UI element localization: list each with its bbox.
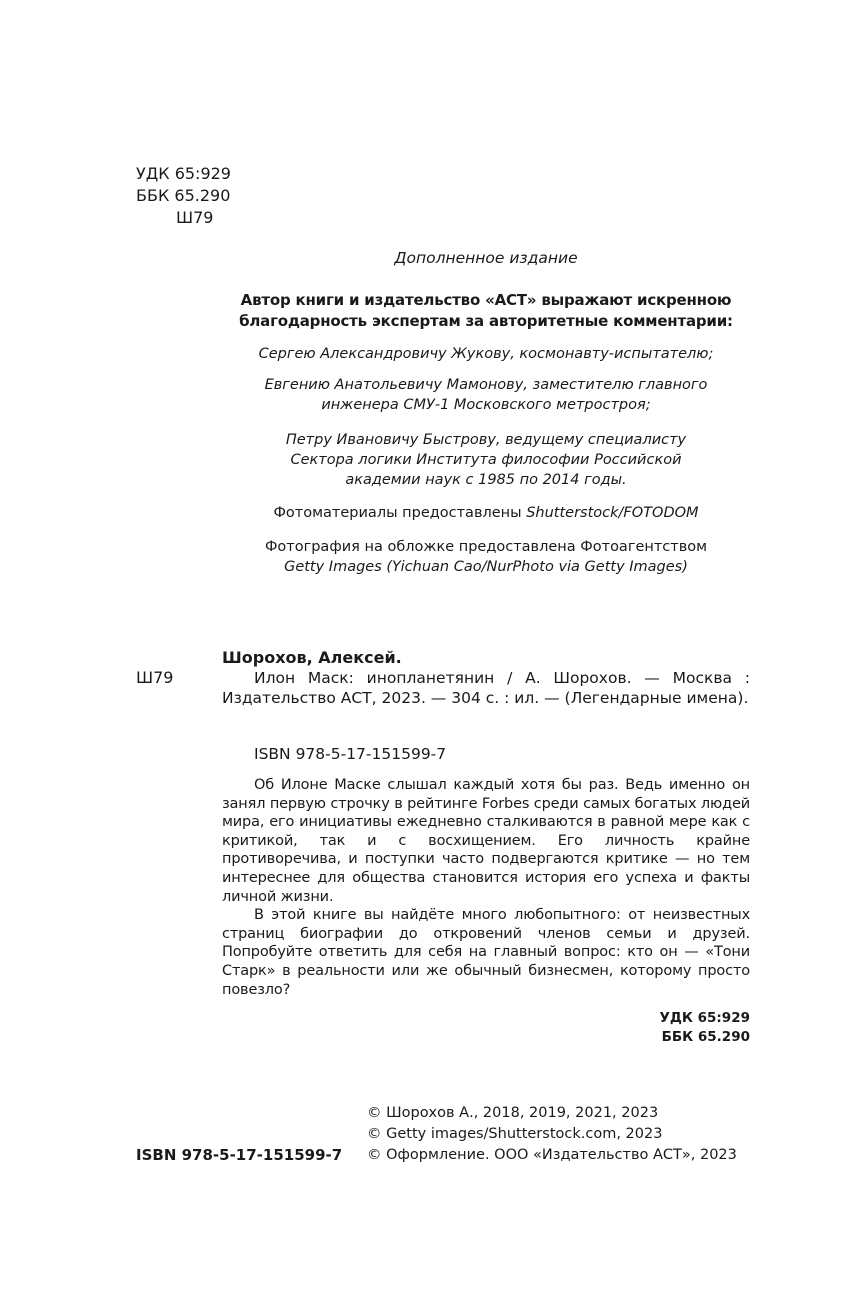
bbk-code: ББК 65.290 xyxy=(136,186,231,205)
expert-credit: Сергею Александровичу Жукову, космонавту-испытателю; xyxy=(258,346,714,362)
annotation-paragraph: В этой книге вы найдёте много любопытного: от неизвестных страниц биографии до откровений членов семьи и друзей. Попробуйте ответить для себя на главный вопрос: кто он — «Тони Старк» в реальности или же обычный бизнесмен, которому просто повезло? xyxy=(222,907,750,998)
expert-credit: Евгению Анатольевичу Мамонову, заместителю главного инженера СМУ-1 Московского метростроя; xyxy=(264,377,708,413)
photo-credit xyxy=(222,503,750,523)
cover-photo-credit xyxy=(222,537,750,577)
book-annotation xyxy=(222,776,750,999)
author-sign: Ш79 xyxy=(176,208,214,227)
copyright-line: © Оформление. ООО «Издательство АСТ», 2023 xyxy=(367,1147,737,1163)
catalog-isbn: ISBN 978-5-17-151599-7 xyxy=(254,745,447,763)
catalog-description: Илон Маск: инопланетянин / А. Шорохов. — Москва : Издательство АСТ, 2023. — 304 с. : ил. — (Легендарные имена). xyxy=(222,669,750,707)
footer-udk-code: УДК 65:929 xyxy=(659,1010,750,1026)
catalog-author: Шорохов, Алексей. xyxy=(222,648,402,667)
footer-classification-codes xyxy=(659,1009,750,1047)
acknowledgement-intro: Автор книги и издательство «АСТ» выражают искренною благодарность экспертам за авторитетные комментарии: xyxy=(239,291,733,330)
photo-credit-prefix: Фотоматериалы предоставлены xyxy=(273,505,527,521)
imprint-isbn: ISBN 978-5-17-151599-7 xyxy=(136,1146,343,1164)
footer-bbk-code: ББК 65.290 xyxy=(661,1029,750,1045)
copyright-line: © Шорохов А., 2018, 2019, 2021, 2023 xyxy=(367,1105,659,1121)
udk-code: УДК 65:929 xyxy=(136,164,231,183)
catalog-author-sign: Ш79 xyxy=(136,668,174,687)
photo-credit-source: Shutterstock/FOTODOM xyxy=(526,505,699,521)
cover-photo-credit-prefix: Фотография на обложке предоставлена Фотоагентством xyxy=(264,539,708,555)
edition-note: Дополненное издание xyxy=(394,249,578,267)
classification-codes xyxy=(136,163,231,229)
cover-photo-credit-source: Getty Images (Yichuan Cao/NurPhoto via Getty Images) xyxy=(284,559,688,575)
expert-credit: Петру Ивановичу Быстрову, ведущему специалисту Сектора логики Института философии Российской академии наук с 1985 по 2014 годы. xyxy=(285,432,687,488)
annotation-paragraph: Об Илоне Маске слышал каждый хотя бы раз. Ведь именно он занял первую строчку в рейтинге Forbes среди самых богатых людей мира, его инициативы ежедневно сталкиваются в равной мере как с критикой, так и с восхищением. Его личность крайне противоречива, и поступки часто подвергаются критике — но тем интереснее для общества становится история его успеха и факты личной жизни. xyxy=(222,777,750,905)
copyright-block xyxy=(367,1103,737,1166)
copyright-line: © Getty images/Shutterstock.com, 2023 xyxy=(367,1126,663,1142)
